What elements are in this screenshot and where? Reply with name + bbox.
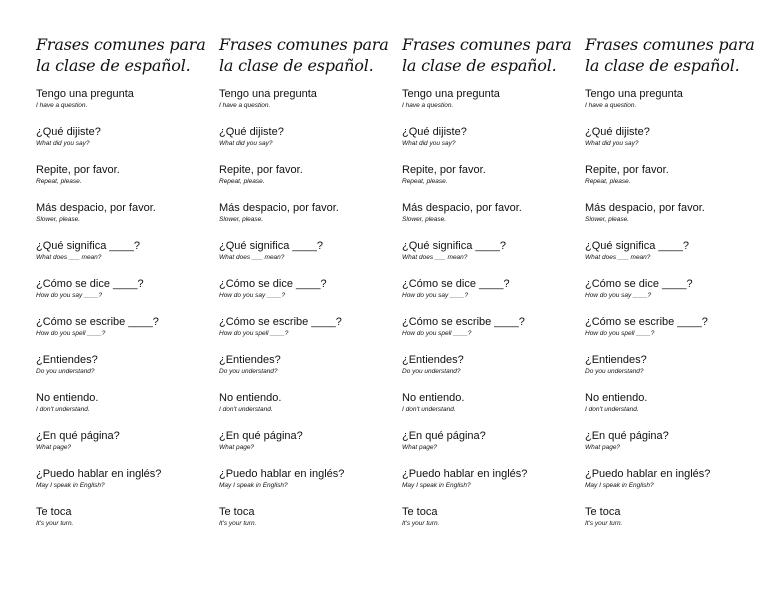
- phrase-english: May I speak in English?: [36, 482, 105, 489]
- phrase-item: [219, 430, 397, 468]
- phrase-english: How do you say ____?: [585, 292, 652, 299]
- phrase-item: [402, 240, 580, 278]
- phrase-spanish: ¿Puedo hablar en inglés?: [219, 468, 345, 480]
- phrase-english: Slower, please.: [585, 216, 630, 223]
- phrase-item: [219, 240, 397, 278]
- phrase-item: [402, 164, 580, 202]
- phrase-spanish: ¿Qué significa ____?: [219, 240, 323, 252]
- phrase-item: [36, 392, 214, 430]
- phrase-item: [585, 88, 763, 126]
- phrase-english: I don't understand.: [219, 406, 273, 413]
- phrase-spanish: Tengo una pregunta: [585, 88, 683, 100]
- phrase-item: [402, 126, 580, 164]
- phrase-spanish: ¿En qué página?: [36, 430, 120, 442]
- phrase-spanish: ¿Cómo se dice ____?: [402, 278, 510, 290]
- card-title: [402, 34, 580, 76]
- card-title: [585, 34, 763, 76]
- phrase-item: [36, 278, 214, 316]
- phrase-english: What does ___ mean?: [585, 254, 651, 261]
- phrase-english: What did you say?: [585, 140, 639, 147]
- phrase-spanish: Tengo una pregunta: [36, 88, 134, 100]
- phrase-english: Slower, please.: [219, 216, 264, 223]
- phrase-spanish: ¿Puedo hablar en inglés?: [36, 468, 162, 480]
- phrase-english: How do you spell ____?: [219, 330, 289, 337]
- phrase-english: What does ___ mean?: [36, 254, 102, 261]
- card-title-line2: la clase de español.: [402, 56, 557, 75]
- phrase-item: [585, 202, 763, 240]
- phrase-english: I don't understand.: [402, 406, 456, 413]
- phrase-item: [402, 430, 580, 468]
- phrase-spanish: No entiendo.: [585, 392, 648, 404]
- phrase-english: May I speak in English?: [402, 482, 471, 489]
- phrase-spanish: ¿Cómo se escribe ____?: [585, 316, 708, 328]
- phrase-english: I have a question.: [36, 102, 88, 109]
- phrase-spanish: Tengo una pregunta: [219, 88, 317, 100]
- phrase-item: [402, 392, 580, 430]
- phrase-english: What did you say?: [402, 140, 456, 147]
- phrase-spanish: ¿En qué página?: [219, 430, 303, 442]
- phrase-card: [36, 34, 214, 544]
- phrase-english: How do you say ____?: [219, 292, 286, 299]
- card-title-line1: Frases comunes para: [402, 35, 572, 54]
- phrase-english: It's your turn.: [402, 520, 440, 527]
- card-title-line2: la clase de español.: [585, 56, 740, 75]
- phrase-spanish: ¿Qué significa ____?: [585, 240, 689, 252]
- phrase-spanish: ¿Cómo se dice ____?: [36, 278, 144, 290]
- phrase-spanish: Te toca: [36, 506, 72, 518]
- phrase-spanish: No entiendo.: [402, 392, 465, 404]
- phrase-spanish: Más despacio, por favor.: [585, 202, 705, 214]
- phrase-spanish: ¿Qué significa ____?: [36, 240, 140, 252]
- phrase-spanish: ¿Qué dijiste?: [402, 126, 467, 138]
- phrase-item: [585, 468, 763, 506]
- phrase-item: [219, 316, 397, 354]
- phrase-spanish: ¿Puedo hablar en inglés?: [402, 468, 528, 480]
- phrase-english: Do you understand?: [585, 368, 644, 375]
- phrase-item: [219, 278, 397, 316]
- phrase-english: I have a question.: [219, 102, 271, 109]
- phrase-english: Do you understand?: [402, 368, 461, 375]
- phrase-item: [219, 164, 397, 202]
- phrase-english: How do you say ____?: [402, 292, 469, 299]
- phrase-spanish: ¿Qué dijiste?: [36, 126, 101, 138]
- phrase-spanish: ¿Cómo se escribe ____?: [36, 316, 159, 328]
- phrase-spanish: ¿Entiendes?: [585, 354, 647, 366]
- phrase-spanish: ¿En qué página?: [585, 430, 669, 442]
- phrase-item: [219, 126, 397, 164]
- phrase-english: What page?: [219, 444, 255, 451]
- phrase-english: What page?: [585, 444, 621, 451]
- phrase-item: [36, 240, 214, 278]
- phrase-item: [402, 202, 580, 240]
- phrase-spanish: ¿Cómo se dice ____?: [585, 278, 693, 290]
- phrase-item: [219, 392, 397, 430]
- phrase-item: [36, 202, 214, 240]
- phrase-english: Repeat, please.: [36, 178, 82, 185]
- card-title: [36, 34, 214, 76]
- phrase-item: [219, 506, 397, 544]
- phrase-english: What does ___ mean?: [402, 254, 468, 261]
- phrase-item: [402, 316, 580, 354]
- phrase-english: Repeat, please.: [219, 178, 265, 185]
- phrase-item: [36, 468, 214, 506]
- phrase-item: [219, 354, 397, 392]
- phrase-item: [219, 202, 397, 240]
- phrase-english: Slower, please.: [402, 216, 447, 223]
- phrase-item: [585, 278, 763, 316]
- phrase-english: Repeat, please.: [402, 178, 448, 185]
- phrase-item: [585, 354, 763, 392]
- phrase-english: Slower, please.: [36, 216, 81, 223]
- phrase-spanish: Más despacio, por favor.: [36, 202, 156, 214]
- phrase-item: [402, 468, 580, 506]
- card-title-line1: Frases comunes para: [585, 35, 755, 54]
- phrase-item: [36, 506, 214, 544]
- phrase-english: Repeat, please.: [585, 178, 631, 185]
- phrase-spanish: Repite, por favor.: [219, 164, 303, 176]
- phrase-spanish: No entiendo.: [36, 392, 99, 404]
- phrase-item: [36, 164, 214, 202]
- phrase-spanish: ¿Cómo se dice ____?: [219, 278, 327, 290]
- phrase-spanish: ¿Qué dijiste?: [219, 126, 284, 138]
- phrase-spanish: Tengo una pregunta: [402, 88, 500, 100]
- phrase-spanish: ¿Entiendes?: [219, 354, 281, 366]
- phrase-english: What page?: [402, 444, 438, 451]
- phrase-item: [219, 88, 397, 126]
- phrase-card: [402, 34, 580, 544]
- phrase-spanish: Repite, por favor.: [402, 164, 486, 176]
- phrase-english: Do you understand?: [36, 368, 95, 375]
- phrase-item: [585, 316, 763, 354]
- phrase-english: What did you say?: [219, 140, 273, 147]
- phrase-spanish: ¿Entiendes?: [402, 354, 464, 366]
- phrase-spanish: Más despacio, por favor.: [402, 202, 522, 214]
- phrase-item: [36, 430, 214, 468]
- phrase-item: [585, 430, 763, 468]
- phrase-item: [585, 240, 763, 278]
- card-title-line1: Frases comunes para: [219, 35, 389, 54]
- phrase-english: I don't understand.: [585, 406, 639, 413]
- phrase-item: [36, 354, 214, 392]
- phrase-item: [585, 392, 763, 430]
- phrase-item: [402, 506, 580, 544]
- phrase-spanish: ¿Puedo hablar en inglés?: [585, 468, 711, 480]
- phrase-spanish: No entiendo.: [219, 392, 282, 404]
- phrase-spanish: ¿Qué dijiste?: [585, 126, 650, 138]
- phrase-item: [585, 126, 763, 164]
- phrase-english: I have a question.: [585, 102, 637, 109]
- phrase-spanish: Más despacio, por favor.: [219, 202, 339, 214]
- phrase-spanish: Te toca: [402, 506, 438, 518]
- phrase-english: I don't understand.: [36, 406, 90, 413]
- phrase-english: What does ___ mean?: [219, 254, 285, 261]
- phrase-spanish: ¿Qué significa ____?: [402, 240, 506, 252]
- phrase-english: What did you say?: [36, 140, 90, 147]
- phrase-spanish: Repite, por favor.: [585, 164, 669, 176]
- phrase-spanish: ¿Cómo se escribe ____?: [219, 316, 342, 328]
- phrase-english: What page?: [36, 444, 72, 451]
- card-title-line1: Frases comunes para: [36, 35, 206, 54]
- phrase-english: I have a question.: [402, 102, 454, 109]
- phrase-english: Do you understand?: [219, 368, 278, 375]
- phrase-english: How do you spell ____?: [36, 330, 106, 337]
- phrase-item: [402, 278, 580, 316]
- phrase-item: [585, 164, 763, 202]
- phrase-english: May I speak in English?: [219, 482, 288, 489]
- phrase-spanish: Repite, por favor.: [36, 164, 120, 176]
- card-title-line2: la clase de español.: [219, 56, 374, 75]
- phrase-english: May I speak in English?: [585, 482, 654, 489]
- phrase-english: How do you spell ____?: [585, 330, 655, 337]
- phrase-english: It's your turn.: [36, 520, 74, 527]
- phrase-item: [36, 316, 214, 354]
- phrase-spanish: Te toca: [219, 506, 255, 518]
- card-title-line2: la clase de español.: [36, 56, 191, 75]
- phrase-card: [585, 34, 763, 544]
- phrase-item: [219, 468, 397, 506]
- phrase-english: How do you spell ____?: [402, 330, 472, 337]
- phrase-item: [585, 506, 763, 544]
- phrase-card: [219, 34, 397, 544]
- phrase-spanish: ¿En qué página?: [402, 430, 486, 442]
- phrase-spanish: ¿Entiendes?: [36, 354, 98, 366]
- phrase-item: [402, 88, 580, 126]
- phrase-english: It's your turn.: [585, 520, 623, 527]
- phrase-english: It's your turn.: [219, 520, 257, 527]
- phrase-spanish: Te toca: [585, 506, 621, 518]
- phrase-spanish: ¿Cómo se escribe ____?: [402, 316, 525, 328]
- card-title: [219, 34, 397, 76]
- phrase-item: [36, 88, 214, 126]
- phrase-item: [36, 126, 214, 164]
- phrase-english: How do you say ____?: [36, 292, 103, 299]
- phrase-item: [402, 354, 580, 392]
